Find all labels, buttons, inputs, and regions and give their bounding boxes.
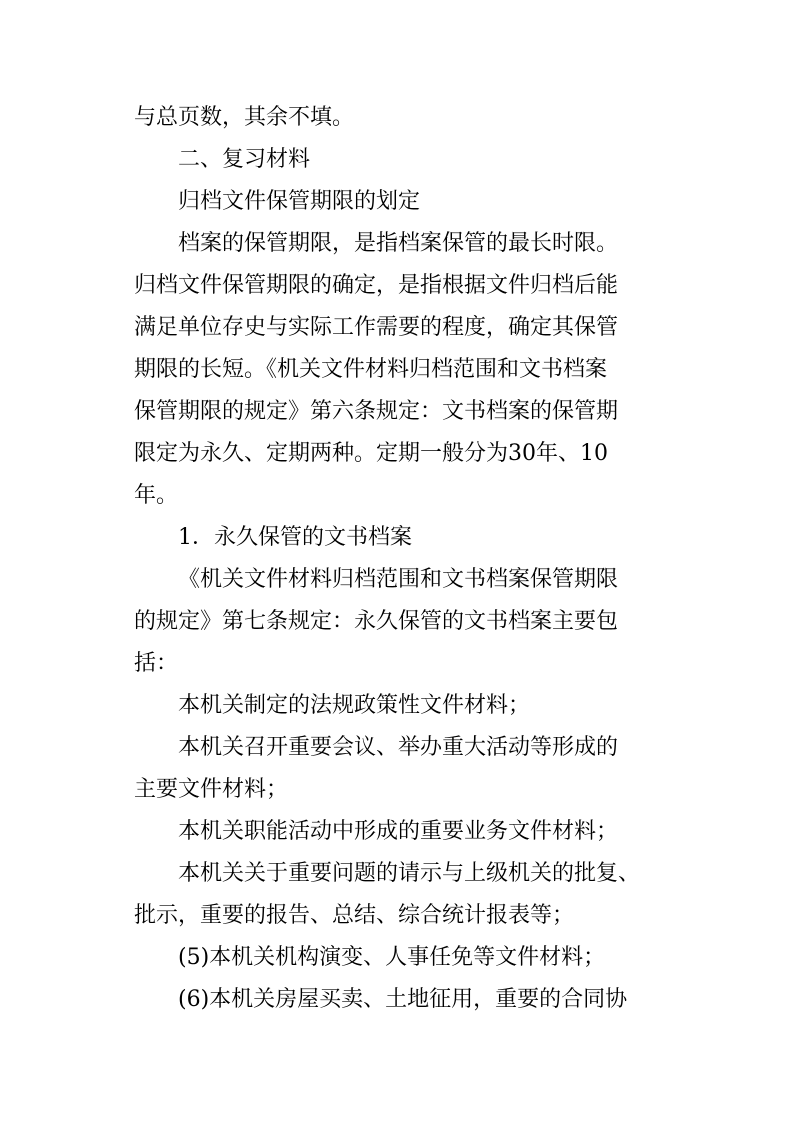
list-item: (6)本机关房屋买卖、土地征用，重要的合同协: [178, 987, 628, 1012]
text-line: 期限的长短。《机关文件材料归档范围和文书档案: [134, 357, 608, 382]
list-item: 本机关制定的法规政策性文件材料；: [178, 693, 531, 718]
text-line: 的规定》第七条规定：永久保管的文书档案主要包: [134, 609, 619, 634]
section-heading: 二、复习材料: [178, 147, 311, 172]
text-line: 年。: [134, 483, 179, 508]
text-line: 《机关文件材料归档范围和文书档案保管期限: [178, 567, 619, 592]
text-line: 保管期限的规定》第六条规定：文书档案的保管期: [134, 399, 619, 424]
list-item: (5)本机关机构演变、人事任免等文件材料；: [178, 945, 606, 970]
list-item: 本机关召开重要会议、举办重大活动等形成的: [178, 735, 619, 760]
text-line: 与总页数，其余不填。: [134, 105, 355, 130]
text-line: 限定为永久、定期两种。定期一般分为30年、10: [134, 441, 608, 466]
text-line: 满足单位存史与实际工作需要的程度，确定其保管: [134, 315, 619, 340]
list-item: 本机关关于重要问题的请示与上级机关的批复、: [178, 861, 641, 886]
text-line: 括：: [134, 651, 179, 676]
list-item: 本机关职能活动中形成的重要业务文件材料；: [178, 819, 619, 844]
subsection-heading: 归档文件保管期限的划定: [178, 189, 421, 214]
text-line: 归档文件保管期限的确定，是指根据文件归档后能: [134, 273, 619, 298]
text-line: 主要文件材料；: [134, 777, 289, 802]
text-line: 批示，重要的报告、总结、综合统计报表等；: [134, 903, 575, 928]
text-line: 档案的保管期限，是指档案保管的最长时限。: [178, 231, 619, 256]
numbered-heading: 1．永久保管的文书档案: [178, 525, 412, 550]
